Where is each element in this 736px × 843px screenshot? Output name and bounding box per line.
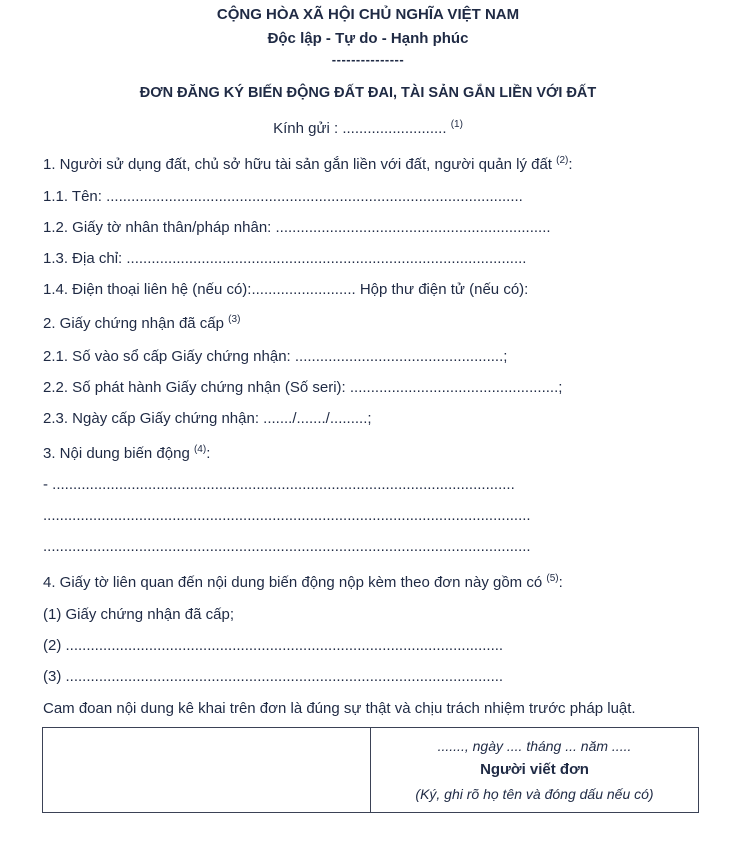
- field-name: 1.1. Tên: ....................................................................................................: [43, 188, 523, 205]
- section-1-title: [43, 156, 573, 173]
- section-4-title: [43, 574, 563, 591]
- section-2-title: [43, 315, 240, 332]
- field-serial-number: 2.2. Số phát hành Giấy chứng nhận (Số seri): ..................................................;: [43, 379, 563, 396]
- footnote-ref-2: (2): [556, 155, 569, 166]
- section-4-title-colon: :: [558, 574, 563, 591]
- field-issue-date: 2.3. Ngày cấp Giấy chứng nhận: ......./......./.........;: [43, 410, 372, 427]
- signature-block: [371, 728, 699, 813]
- commitment-statement: Cam đoan nội dung kê khai trên đơn là đúng sự thật và chịu trách nhiệm trước pháp luật.: [43, 700, 636, 717]
- change-content-line: .....................................................................................................................: [43, 538, 531, 555]
- addressee-text: Kính gửi : .........................: [273, 120, 447, 137]
- field-address: 1.3. Địa chỉ: ................................................................................................: [43, 250, 527, 267]
- national-motto: Độc lập - Tự do - Hạnh phúc: [267, 30, 469, 47]
- section-4-title-text: 4. Giấy tờ liên quan đến nội dung biến động nộp kèm theo đơn này gồm có: [43, 574, 543, 591]
- signature-date-line: ......., ngày .... tháng ... năm .....: [437, 738, 632, 754]
- signature-table: [42, 727, 699, 813]
- attachment-item: (3) .........................................................................................................: [43, 668, 504, 685]
- section-1-title-colon: :: [568, 156, 573, 173]
- footnote-ref-1: (1): [450, 119, 463, 130]
- change-content-line: .....................................................................................................................: [43, 507, 531, 524]
- section-2-title-text: 2. Giấy chứng nhận đã cấp: [43, 315, 224, 332]
- footnote-ref-4: (4): [193, 444, 207, 455]
- attachment-item: (1) Giấy chứng nhận đã cấp;: [43, 606, 234, 623]
- signature-table-left-cell: [43, 728, 371, 813]
- attachment-item: (2) .........................................................................................................: [43, 637, 504, 654]
- field-id-documents: 1.2. Giấy tờ nhân thân/pháp nhân: ..................................................................: [43, 219, 551, 236]
- footnote-ref-5: (5): [546, 573, 559, 584]
- section-3-title: [43, 445, 210, 462]
- field-book-number: 2.1. Số vào sổ cấp Giấy chứng nhận: ..................................................;: [43, 348, 508, 365]
- section-3-title-text: 3. Nội dung biến động: [43, 445, 190, 462]
- form-title: ĐƠN ĐĂNG KÝ BIẾN ĐỘNG ĐẤT ĐAI, TÀI SẢN GẮN LIỀN VỚI ĐẤT: [139, 85, 597, 101]
- addressee-line: [0, 120, 736, 137]
- country-name: CỘNG HÒA XÃ HỘI CHỦ NGHĨA VIỆT NAM: [216, 6, 520, 23]
- signature-instruction: (Ký, ghi rõ họ tên và đóng dấu nếu có): [415, 786, 654, 802]
- signer-title: Người viết đơn: [480, 761, 589, 778]
- change-content-line: - ...............................................................................................................: [43, 476, 515, 493]
- header-separator: ---------------: [331, 52, 405, 67]
- footnote-ref-3: (3): [228, 314, 241, 325]
- section-1-title-text: 1. Người sử dụng đất, chủ sở hữu tài sản gắn liền với đất, người quản lý đất: [43, 156, 552, 173]
- field-contact: 1.4. Điện thoại liên hệ (nếu có):......................... Hộp thư điện tử (nếu có):: [43, 281, 529, 298]
- section-3-title-colon: :: [206, 445, 211, 462]
